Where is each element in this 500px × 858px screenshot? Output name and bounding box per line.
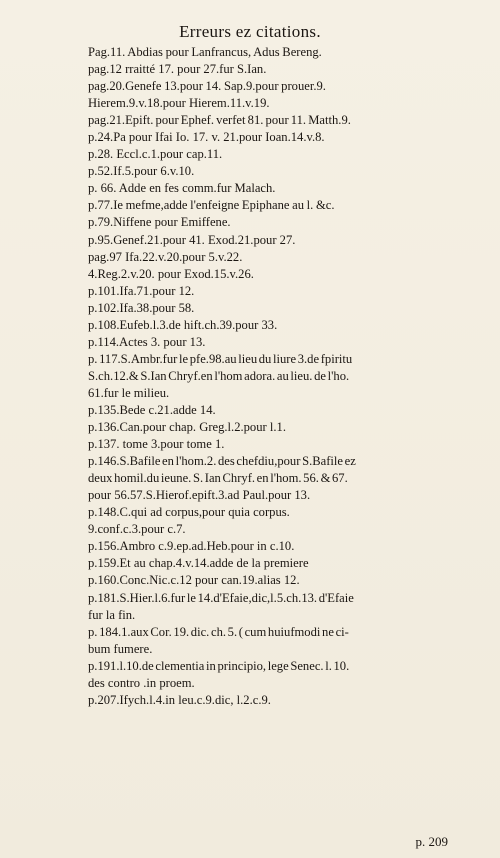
errata-line: pour 56.57.S.Hierof.epift.3.ad Paul.pour 13. [88, 488, 311, 503]
errata-line: p.191.l.10.de clementia in principio, lege Senec. l. 10. [88, 658, 350, 673]
errata-line: 61.fur le milieu. [88, 385, 170, 400]
errata-line: p.181.S.Hier.l.6.fur le 14.d'Efaie,dic,l.5.ch.13. d'Efaie [88, 590, 354, 605]
errata-line: p.136.Can.pour chap. Greg.l.2.pour l.1. [88, 420, 286, 435]
errata-line: p.207.Ifych.l.4.in leu.c.9.dic, l.2.c.9. [88, 692, 271, 707]
errata-line: p.95.Genef.21.pour 41. Exod.21.pour 27. [88, 232, 296, 247]
errata-line: p.159.Et au chap.4.v.14.adde de la premiere [88, 556, 309, 571]
errata-line: p.52.If.5.pour 6.v.10. [88, 164, 195, 179]
errata-line: S.ch.12.& S.Ian Chryf.en l'hom adora. au lieu. de l'ho. [88, 368, 350, 383]
errata-line: p.137. tome 3.pour tome 1. [88, 437, 225, 452]
errata-line: p.156.Ambro c.9.ep.ad.Heb.pour in c.10. [88, 539, 295, 554]
errata-line: p.28. Eccl.c.1.pour cap.11. [88, 147, 223, 162]
errata-line: bum fumere. [88, 641, 153, 656]
page-title: Erreurs ez citations. [179, 22, 321, 41]
errata-line: p.148.C.qui ad corpus,pour quia corpus. [88, 505, 290, 520]
errata-line: pag.97 Ifa.22.v.20.pour 5.v.22. [88, 249, 243, 264]
errata-line: p.146.S.Bafile en l'hom.2. des chefdiu,pour S.Bafile ez [88, 454, 356, 469]
errata-line: p.101.Ifa.71.pour 12. [88, 283, 195, 298]
errata-line: 4.Reg.2.v.20. pour Exod.15.v.26. [88, 266, 254, 281]
errata-line: p.160.Conc.Nic.c.12 pour can.19.alias 12. [88, 573, 300, 588]
errata-line: fur la fin. [88, 607, 136, 622]
errata-line: Pag.11. Abdias pour Lanfrancus, Adus Bereng. [88, 45, 322, 59]
errata-line: 9.conf.c.3.pour c.7. [88, 522, 186, 537]
errata-line: Hierem.9.v.18.pour Hierem.11.v.19. [88, 96, 270, 111]
page-number: p. 209 [415, 834, 448, 849]
errata-line: p.108.Eufeb.l.3.de hift.ch.39.pour 33. [88, 317, 278, 332]
errata-line: p.79.Niffene pour Emiffene. [88, 215, 231, 230]
errata-line: deux homil.du ieune. S. Ian Chryf. en l'hom. 56. & 67. [88, 471, 348, 486]
errata-line: p. 117.S.Ambr.fur le pfe.98.au lieu du liure 3.de fpiritu [88, 351, 353, 366]
errata-line: p. 66. Adde en fes comm.fur Malach. [88, 181, 276, 196]
errata-line: p.135.Bede c.21.adde 14. [88, 402, 216, 417]
errata-line: pag.20.Genefe 13.pour 14. Sap.9.pour prouer.9. [88, 79, 326, 94]
errata-line: p. 184.1.aux Cor. 19. dic. ch. 5. ( cum huiufmodi ne ci- [88, 624, 349, 639]
errata-line: pag.12 rraitté 17. pour 27.fur S.Ian. [88, 62, 267, 77]
errata-line: p.114.Actes 3. pour 13. [88, 334, 206, 349]
errata-line: pag.21.Epift. pour Ephef. verfet 81. pour 11. Matth.9. [88, 113, 351, 128]
errata-line: p.102.Ifa.38.pour 58. [88, 300, 195, 315]
errata-line: p.24.Pa pour Ifai Io. 17. v. 21.pour Ioan.14.v.8. [88, 130, 325, 145]
errata-line: des contro .in proem. [88, 675, 195, 690]
errata-line: p.77.Ie mefme,adde l'enfeigne Epiphane au l. &c. [88, 198, 335, 213]
errata-list [88, 44, 468, 709]
